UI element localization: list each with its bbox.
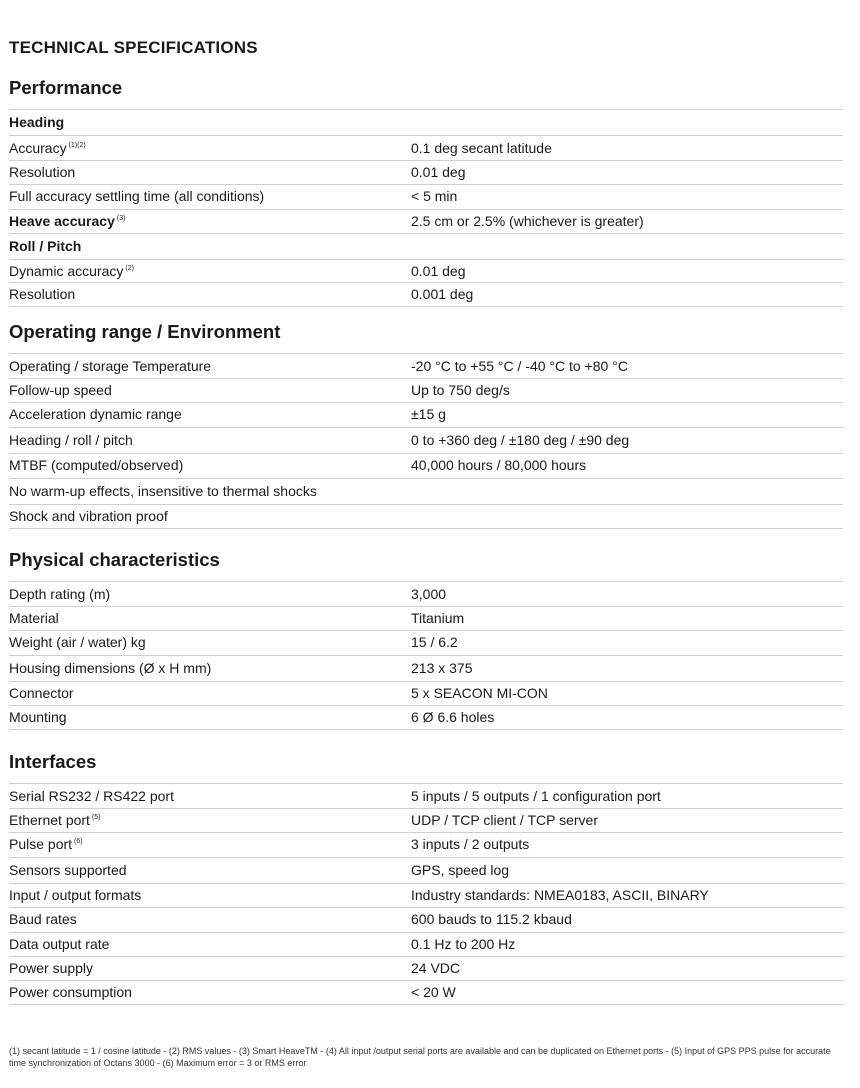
spec-row [9,808,843,832]
spec-value: 6 Ø 6.6 holes [411,709,495,725]
spec-value: ±15 g [411,406,446,422]
spec-label-text: Sensors supported [9,862,127,878]
spec-value: 0.1 deg secant latitude [411,140,552,156]
spec-label-text: Power consumption [9,984,132,1000]
spec-label [9,956,93,980]
spec-value: Up to 750 deg/s [411,382,510,398]
spec-row [9,932,843,956]
spec-label [9,160,75,184]
spec-row [9,681,843,705]
spec-row [9,832,843,857]
spec-label [9,136,86,160]
spec-label-text: Heading / roll / pitch [9,432,133,448]
spec-row [9,504,843,528]
spec-row [9,282,843,306]
spec-label [9,282,75,306]
divider-line [9,528,843,529]
spec-row [9,136,843,160]
spec-label-text: No warm-up effects, insensitive to thermal shocks [9,483,317,499]
spec-row [9,980,843,1004]
spec-value: 0.1 Hz to 200 Hz [411,936,516,952]
spec-row [9,630,843,655]
spec-label-text: Roll / Pitch [9,238,82,254]
spec-label-text: Input / output formats [9,887,142,903]
spec-label-text: Shock and vibration proof [9,508,168,524]
spec-label-text: Mounting [9,709,67,725]
spec-label-text: Weight (air / water) kg [9,634,146,650]
spec-label-text: Housing dimensions (Ø x H mm) [9,660,212,676]
spec-label-text: Baud rates [9,911,77,927]
spec-label [9,832,83,857]
spec-label [9,606,59,630]
spec-row [9,907,843,932]
spec-value: Titanium [411,610,465,626]
spec-value: 15 / 6.2 [411,634,458,650]
spec-label [9,883,141,907]
spec-value: 24 VDC [411,960,461,976]
divider-line [9,1004,843,1005]
footnote-ref: (2) [125,265,134,273]
spec-row [9,160,843,184]
spec-value: 0.01 deg [411,263,466,279]
spec-label [9,378,112,402]
spec-label [9,110,64,135]
spec-label [9,209,125,233]
spec-row [9,606,843,630]
spec-label-text: Operating / storage Temperature [9,358,212,374]
spec-row [9,234,843,259]
spec-label [9,932,109,956]
spec-row [9,784,843,808]
spec-value: 5 x SEACON MI-CON [411,685,548,701]
spec-value: < 20 W [411,984,456,1000]
spec-label-text: Full accuracy settling time (all conditions) [9,188,265,204]
spec-value: 2.5 cm or 2.5% (whichever is greater) [411,213,644,229]
spec-value: -20 °C to +55 °C / -40 °C to +80 °C [411,358,628,374]
spec-value: 3,000 [411,586,447,602]
spec-value: < 5 min [411,188,458,204]
spec-label-text: Heading [9,114,65,130]
spec-row [9,354,843,378]
spec-row [9,956,843,980]
spec-label [9,784,174,808]
spec-value: 0.001 deg [411,286,474,302]
spec-row [9,110,843,135]
spec-value: 3 inputs / 2 outputs [411,836,530,852]
divider-line [9,306,843,307]
spec-row [9,857,843,883]
spec-label-text: Connector [9,685,74,701]
spec-label [9,402,182,427]
spec-label-text: Follow-up speed [9,382,112,398]
spec-row [9,655,843,681]
section-title: Performance [9,77,123,98]
spec-label [9,234,81,259]
spec-row [9,427,843,453]
spec-label [9,907,77,932]
spec-value: Industry standards: NMEA0183, ASCII, BINARY [411,887,709,903]
spec-row [9,209,843,233]
spec-label-text: Acceleration dynamic range [9,406,182,422]
divider-line [9,729,843,730]
spec-value: UDP / TCP client / TCP server [411,812,598,828]
footnote-ref: (5) [91,814,101,822]
spec-label [9,655,211,681]
spec-label-text: Accuracy [9,140,67,156]
spec-label-text: Resolution [9,286,76,302]
spec-row [9,705,843,729]
spec-label-text: MTBF (computed/observed) [9,457,184,473]
spec-label-text: Heave accuracy [9,213,115,229]
spec-label-text: Material [9,610,59,626]
spec-row [9,260,843,282]
spec-label-text: Resolution [9,164,76,180]
spec-label-text: Pulse port [9,836,73,852]
spec-row [9,453,843,478]
spec-value: 40,000 hours / 80,000 hours [411,457,587,473]
spec-value: GPS, speed log [411,862,510,878]
spec-label [9,582,110,606]
footnote: (1) secant latitude = 1 / cosine latitude - (2) RMS values - (3) Smart HeaveTM - (4) All input /output serial ports are available and can be duplicated on Ethernet ports - (5) Input of GPS PPS pulse for accurate time synchronization of Octans 3000 - (6) Maximum error = 3 or RMS error [9,1046,831,1068]
section-title: Operating range / Environment [9,321,281,342]
spec-label [9,630,146,655]
footnote-ref: (1)(2) [68,142,86,150]
spec-label [9,260,134,282]
spec-row [9,582,843,606]
spec-label-text: Depth rating (m) [9,586,111,602]
spec-label-text: Ethernet port [9,812,90,828]
spec-label-text: Power supply [9,960,94,976]
spec-row [9,184,843,209]
spec-label [9,808,101,832]
spec-row [9,378,843,402]
spec-label [9,184,264,209]
spec-label [9,453,183,478]
spec-label [9,705,67,729]
footnote-ref: (6) [74,838,83,846]
spec-label [9,504,168,528]
spec-row [9,402,843,427]
spec-value: 213 x 375 [411,660,473,676]
spec-label [9,427,133,453]
spec-label-text: Data output rate [9,936,110,952]
spec-row [9,478,843,504]
spec-label-text: Dynamic accuracy [9,263,124,279]
spec-label [9,857,127,883]
spec-row [9,883,843,907]
section-title: Physical characteristics [9,549,220,570]
section-title: Interfaces [9,751,97,772]
spec-value: 0 to +360 deg / ±180 deg / ±90 deg [411,432,630,448]
spec-value: 0.01 deg [411,164,466,180]
spec-label-text: Serial RS232 / RS422 port [9,788,174,804]
spec-label [9,478,317,504]
spec-label [9,681,74,705]
footnote-ref: (3) [116,215,126,223]
spec-value: 5 inputs / 5 outputs / 1 configuration port [411,788,661,804]
document-title: TECHNICAL SPECIFICATIONS [9,38,258,57]
spec-value: 600 bauds to 115.2 kbaud [411,911,572,927]
spec-label [9,354,211,378]
spec-label [9,980,132,1004]
